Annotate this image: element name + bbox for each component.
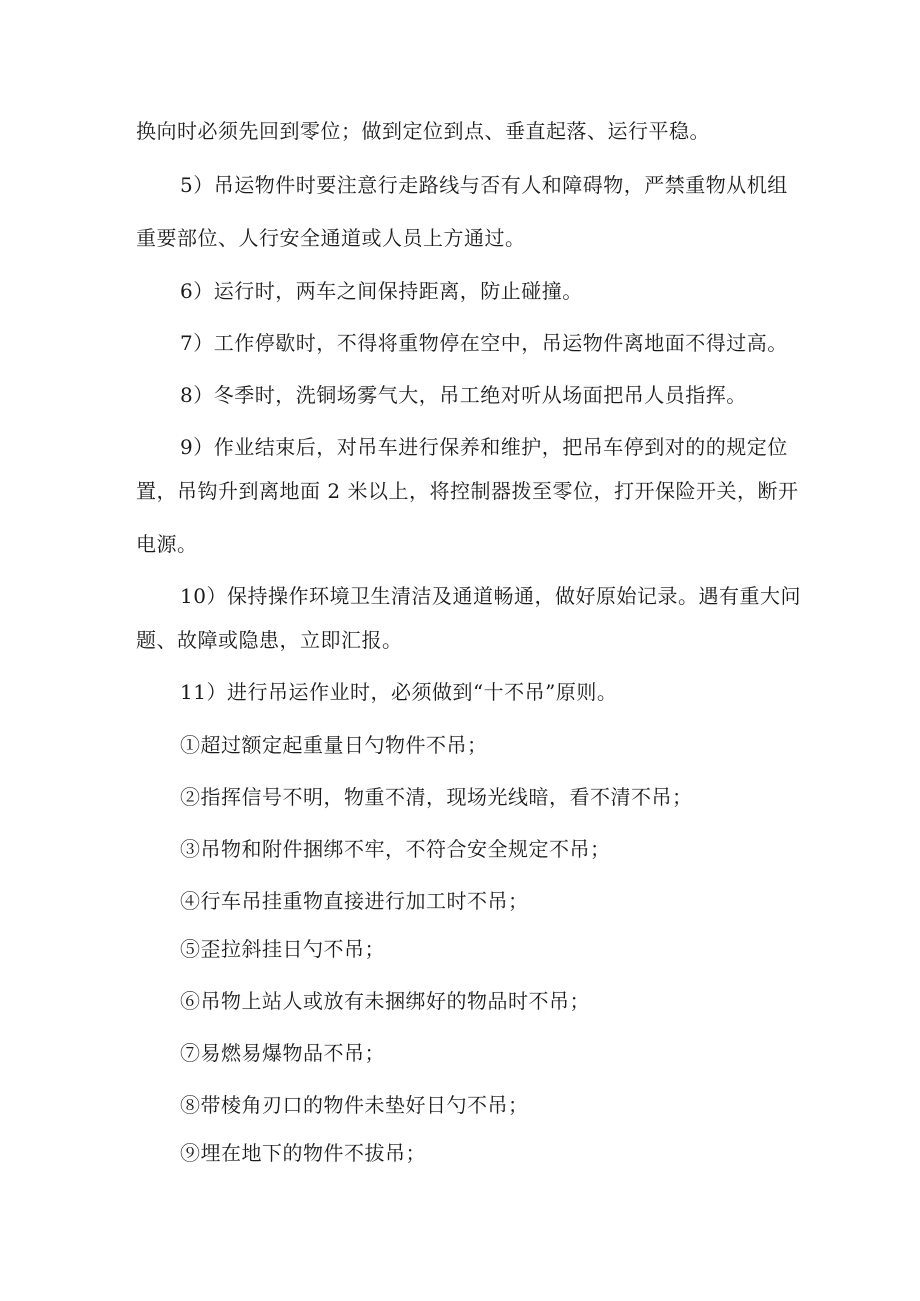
text-line: 8）冬季时，洗铜场雾气大，吊工绝对听从场面把吊人员指挥。 [180,383,747,407]
list-item: ⑥吊物上站人或放有未捆绑好的物品时不吊； [180,989,590,1013]
text-line: 6）运行时，两车之间保持距离，防止碰撞。 [180,279,583,303]
list-item: ⑤歪拉斜挂日勺不吊； [180,937,385,961]
text-line: 9）作业结束后，对吊车进行保养和维护，把吊车停到对的的规定位 [180,435,788,459]
text-line: 题、故障或隐患，立即汇报。 [136,628,403,652]
text-line: 置，吊钩升到离地面 2 米以上，将控制器拨至零位，打开保险开关，断开 [136,479,799,503]
list-item: ①超过额定起重量日勺物件不吊； [180,733,488,757]
text-line: 换向时必须先回到零位；做到定位到点、垂直起落、运行平稳。 [136,119,710,143]
list-item: ⑧带棱角刃口的物件未垫好日勺不吊； [180,1093,529,1117]
text-line: 11）进行吊运作业时，必须做到“十不吊”原则。 [180,680,618,704]
text-line: 10）保持操作环境卫生清洁及通道畅通，做好原始记录。遇有重大问 [180,584,801,608]
text-line: 7）工作停歇时，不得将重物停在空中，吊运物件离地面不得过高。 [180,331,788,355]
list-item: ②指挥信号不明，物重不清，现场光线暗，看不清不吊； [180,785,693,809]
text-line: 5）吊运物件时要注意行走路线与否有人和障碍物，严禁重物从机组 [180,173,788,197]
text-line: 电源。 [136,532,198,556]
list-item: ⑨埋在地下的物件不拔吊； [180,1141,426,1165]
list-item: ④行车吊挂重物直接进行加工时不吊； [180,889,529,913]
list-item: ⑦易燃易爆物品不吊； [180,1041,385,1065]
list-item: ③吊物和附件捆绑不牢，不符合安全规定不吊； [180,837,611,861]
text-line: 重要部位、人行安全通道或人员上方通过。 [136,226,526,250]
